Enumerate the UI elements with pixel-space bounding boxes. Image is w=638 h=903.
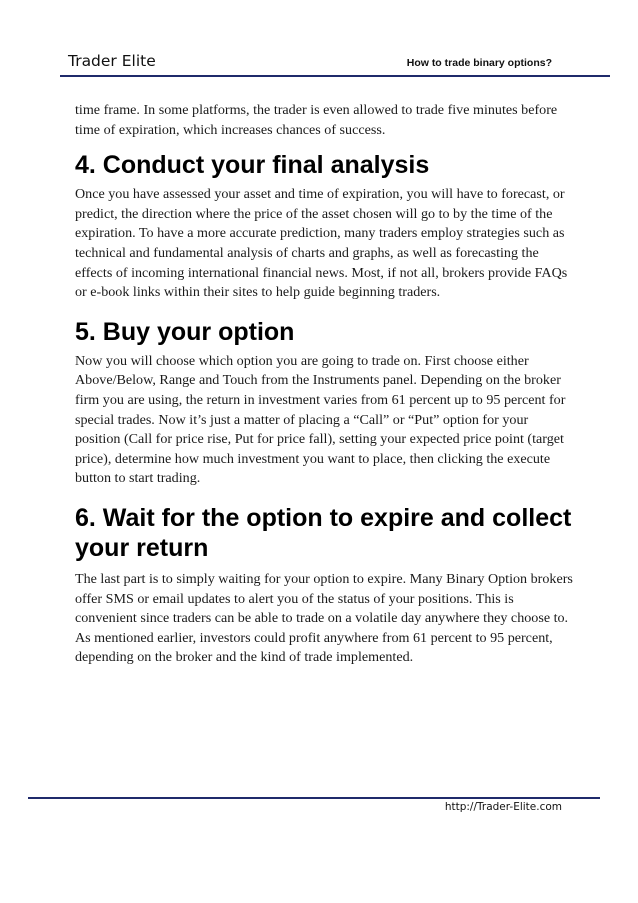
header-site-title: Trader Elite bbox=[68, 52, 156, 70]
section-6-body: The last part is to simply waiting for your option to expire. Many Binary Option brokers offer SMS or email updates to alert you of the status of your positions. This is convenient since traders can be able to trade on a volatile day anywhere they choose to. As mentioned earlier, investors could profit anywhere from 61 percent to 95 percent, depending on the broker and the kind of trade implemented. bbox=[75, 570, 573, 666]
footer-url[interactable]: http://Trader-Elite.com bbox=[444, 801, 562, 813]
section-5-heading: 5. Buy your option bbox=[75, 317, 295, 346]
header-divider bbox=[60, 75, 610, 77]
page-header bbox=[68, 52, 612, 74]
section-4-body: Once you have assessed your asset and time of expiration, you will have to forecast, or predict, the direction where the price of the asset chosen will go to by the time of the expiration. To have a more accurate prediction, many traders employ strategies such as technical and fundamental analysis of charts and graphs, as well as forecasting the effects of incoming international financial news. Most, if not all, brokers provide FAQs or e-book links within their sites to help guide beginning traders. bbox=[75, 186, 568, 301]
footer-divider bbox=[28, 797, 600, 799]
page-content bbox=[75, 101, 575, 668]
section-6-heading: 6. Wait for the option to expire and collect your return bbox=[75, 503, 572, 562]
intro-paragraph: time frame. In some platforms, the trader is even allowed to trade five minutes before time of expiration, which increases chances of success. bbox=[75, 102, 558, 138]
header-document-title: How to trade binary options? bbox=[406, 57, 552, 69]
section-4-heading: 4. Conduct your final analysis bbox=[75, 151, 430, 180]
section-5-body: Now you will choose which option you are going to trade on. First choose either Above/Below, Range and Touch from the Instruments panel. Depending on the broker firm you are using, the return in investment varies from 61 percent up to 95 percent for special trades. Now it’s just a matter of placing a “Call” or “Put” option for your position (Call for price rise, Put for price fall), setting your expected price point (target price), determine how much investment you want to place, then clicking the execute button to start trading. bbox=[75, 352, 566, 487]
